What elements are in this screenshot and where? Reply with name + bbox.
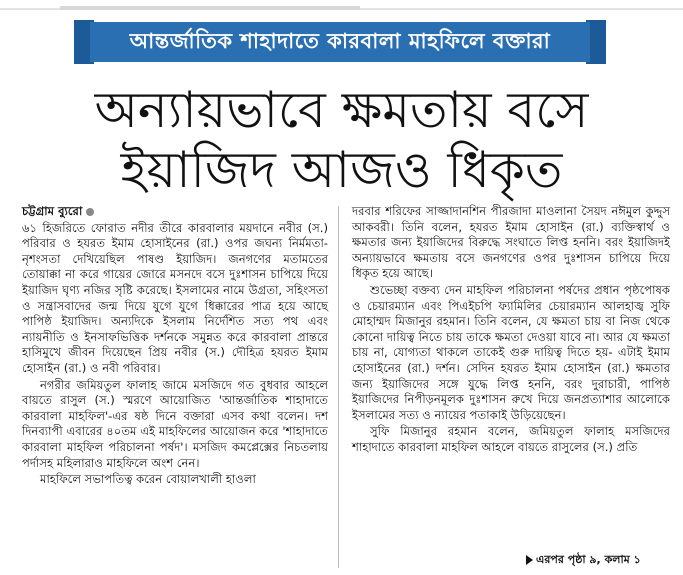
article-column-left	[22, 204, 328, 489]
paragraph: দরবার শরিফের সাজ্জাদানশিন পীরজাদা মাওলানা সৈয়দ নঈমুল কুদ্দুস আকবরী। তিনি বলেন, হযরত ইমাম হোসাইন (রা.) ব্যক্তিস্বার্থ ও ক্ষমতার জন্য ইয়াজিদের বিরুদ্ধে সংঘাতে লিপ্ত হননি। বরং ইয়াজিদই অন্যায়ভাবে ক্ষমতায় বসে জনগণের ওপর দুঃশাসন চাপিয়ে দিয়ে ধিকৃত হয়ে আছে।	[352, 204, 670, 281]
paragraph: শুভেচ্ছা বক্তব্য দেন মাহফিল পরিচালনা পর্ষদের প্রধান পৃষ্ঠপোষক ও চেয়ারম্যান এবং পিএইচপি ফ্যামিলির চেয়ারম্যান আলহাজ্ব সুফি মোহাম্মদ মিজানুর রহমান। তিনি বলেন, যে ক্ষমতা চায় বা নিজ থেকে কোনো দায়িত্ব নিতে চায় তাকে ক্ষমতা দেওয়া যাবে না। আর যে ক্ষমতা চায় না, যোগ্যতা থাকলে তাকেই গুরু দায়িত্ব দিতে হয়- এটাই ইমাম হোসাইনের (রা.) দর্শন। সেদিন হযরত ইমাম হোসাইন (রা.) ক্ষমতার জন্য ইয়াজিদের সঙ্গে যুদ্ধে লিপ্ত হননি, বরং দুরাচারী, পাপিষ্ঠ ইয়াজিদের নিপীড়নমূলক দুঃশাসন রুখে দিয়ে জনপ্রত্যাশার আলোকে ইসলামের সত্য ও ন্যায়ের পতাকাই উড়িয়েছেন।	[352, 282, 670, 422]
bullet-icon	[86, 208, 94, 216]
jump-text: এরপর পৃষ্ঠা ৯, কলাম ১	[536, 553, 641, 566]
dateline: চট্টগ্রাম ব্যুরো	[22, 204, 83, 218]
top-rule-accent	[60, 6, 360, 10]
dateline-paragraph	[22, 204, 328, 220]
paragraph: নগরীর জমিয়তুল ফালাহ জামে মসজিদে গত বুধবার আহলে বায়তে রাসুল (স.) স্মরণে আয়োজিত 'আন্তর্জাতিক শাহাদাতে কারবালা মাহফিল'-এর ষষ্ঠ দিনে বক্তারা এসব কথা বলেন। দশ দিনব্যাপী এবারের ৪০তম এই মাহফিলের আয়োজন করে 'শাহাদাতে কারবালা মাহফিল পরিচালনা পর্ষদ'। মসজিদ কমপ্লেক্সের নিচতলায় পর্দাসহ মহিলারাও মাহফিলে অংশ নেন।	[22, 377, 328, 470]
arrow-right-icon	[526, 555, 533, 565]
headline-line-1: অন্যায়ভাবে ক্ষমতায় বসে	[94, 81, 589, 139]
headline-line-2: ইয়াজিদ আজও ধিকৃত	[120, 141, 563, 199]
article-column-right	[352, 204, 670, 457]
continued-jump	[522, 551, 641, 570]
column-divider	[338, 206, 339, 568]
paragraph: সুফি মিজানুর রহমান বলেন, জমিয়তুল ফালাহ মসজিদের শাহাদাতে কারবালা মাহফিল আহলে বায়তে রাসুলের (স.) প্রতি	[352, 424, 670, 454]
paragraph: ৬১ হিজরিতে ফোরাত নদীর তীরে কারবালার ময়দানে নবীর (স.) পরিবার ও হযরত ইমাম হোসাইনের (রা.) ওপর জঘন্য নির্মমতা-নৃশংসতা দেখিয়েছিল পাষণ্ড ইয়াজিদ। জনগণের মতামতের তোয়াক্কা না করে গায়ের জোরে মসনদে বসে দুঃশাসন চাপিয়ে দিয়ে ইয়াজিদ ঘৃণ্য নজির সৃষ্টি করেছে। ইসলামের নামে উগ্রতা, সহিংসতা ও সন্ত্রাসবাদের জন্ম দিয়ে যুগে যুগে ধিক্কারের পাত্র হয়ে আছে পাপিষ্ঠ ইয়াজিদ। অন্যদিকে ইসলাম নির্দেশিত সত্য পথ এবং ন্যায়নীতি ও ইনসাফভিত্তিক দর্শনকে সমুন্নত করে কারবালা প্রান্তরে হাসিমুখে জীবন দিয়েছেন প্রিয় নবীর (স.) দৌহিত্র হযরত ইমাম হোসাইন (রা.) ও নবী পরিবার।	[22, 220, 328, 375]
paragraph: মাহফিলে সভাপতিত্ব করেন বোয়ালখালী হাওলা	[40, 472, 256, 487]
headline	[0, 80, 683, 200]
kicker-banner: আন্তর্জাতিক শাহাদাতে কারবালা মাহফিলে বক্তারা	[90, 22, 590, 62]
